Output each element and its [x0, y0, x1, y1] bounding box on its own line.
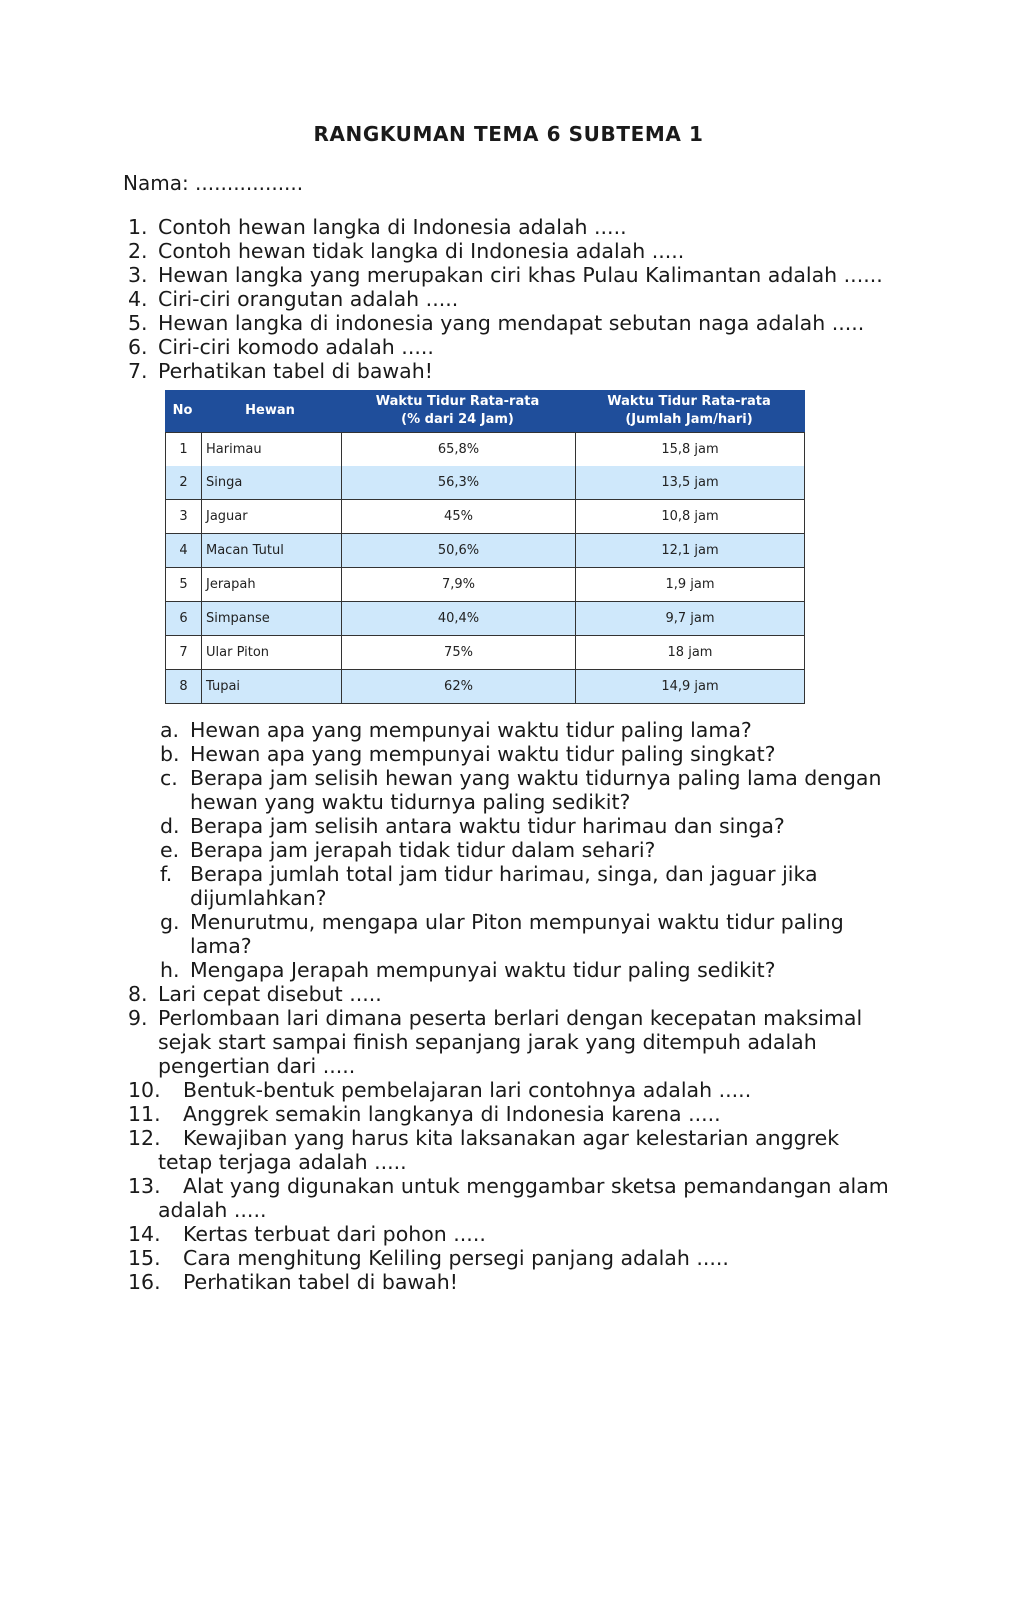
sub-question-text-cont: dijumlahkan? — [190, 886, 327, 910]
question-text: Anggrek semakin langkanya di Indonesia karena ..... — [183, 1102, 721, 1126]
cell-hewan: Ular Piton — [201, 636, 342, 669]
question-number: 15. — [128, 1246, 161, 1270]
table-row — [165, 466, 805, 500]
cell-jam: 14,9 jam — [661, 679, 719, 694]
header-jam-line1: Waktu Tidur Rata-rata — [607, 394, 771, 409]
question-text: Perlombaan lari dimana peserta berlari dengan kecepatan maksimal — [158, 1006, 863, 1030]
question-text-cont: pengertian dari ..... — [158, 1054, 356, 1078]
cell-hewan: Tupai — [201, 670, 342, 703]
cell-no: 2 — [166, 466, 202, 499]
sub-question-text: Berapa jam jerapah tidak tidur dalam sehari? — [190, 838, 656, 862]
question-text-cont: sejak start sampai finish sepanjang jarak yang ditempuh adalah — [158, 1030, 817, 1054]
cell-no: 3 — [166, 500, 202, 533]
question-number: 3. — [128, 263, 148, 287]
sleep-time-table — [165, 390, 805, 705]
question-number: 12. — [128, 1126, 161, 1150]
sub-question-text-cont: hewan yang waktu tidurnya paling sedikit? — [190, 790, 631, 814]
question-number: 5. — [128, 311, 148, 335]
question-number: 16. — [128, 1270, 161, 1294]
question-text: Kertas terbuat dari pohon ..... — [183, 1222, 486, 1246]
question-text: Kewajiban yang harus kita laksanakan agar kelestarian anggrek — [183, 1126, 840, 1150]
page-title: RANGKUMAN TEMA 6 SUBTEMA 1 — [313, 122, 704, 146]
cell-no: 4 — [166, 534, 202, 567]
header-jam-line2: (Jumlah Jam/hari) — [625, 412, 753, 427]
cell-no: 6 — [166, 602, 202, 635]
question-number: 1. — [128, 215, 148, 239]
cell-hewan: Simpanse — [201, 602, 342, 635]
cell-pct: 65,8% — [342, 433, 576, 466]
question-number: 9. — [128, 1006, 148, 1030]
table-row — [165, 602, 805, 636]
question-number: 6. — [128, 335, 148, 359]
cell-no: 7 — [166, 636, 202, 669]
question-text: Ciri-ciri orangutan adalah ..... — [158, 287, 459, 311]
cell-pct: 75% — [342, 636, 576, 669]
sub-question-text: Berapa jam selisih antara waktu tidur harimau dan singa? — [190, 814, 785, 838]
cell-hewan: Singa — [201, 466, 342, 499]
sub-question-text: Menurutmu, mengapa ular Piton mempunyai waktu tidur paling — [190, 910, 844, 934]
cell-jam: 13,5 jam — [661, 475, 719, 490]
cell-hewan: Jerapah — [201, 568, 342, 601]
sub-question-letter: e. — [160, 838, 180, 862]
question-text: Cara menghitung Keliling persegi panjang adalah ..... — [183, 1246, 729, 1270]
question-text: Contoh hewan tidak langka di Indonesia adalah ..... — [158, 239, 685, 263]
question-text: Alat yang digunakan untuk menggambar sketsa pemandangan alam — [183, 1174, 889, 1198]
header-jam — [575, 393, 803, 429]
question-number: 11. — [128, 1102, 161, 1126]
sub-question-text: Berapa jam selisih hewan yang waktu tidurnya paling lama dengan — [190, 766, 882, 790]
cell-pct: 45% — [342, 500, 576, 533]
question-number: 4. — [128, 287, 148, 311]
cell-no: 5 — [166, 568, 202, 601]
table-row — [165, 636, 805, 670]
question-text: Contoh hewan langka di Indonesia adalah ..... — [158, 215, 627, 239]
question-text-cont: tetap terjaga adalah ..... — [158, 1150, 407, 1174]
sub-question-letter: h. — [160, 958, 180, 982]
header-pct-line1: Waktu Tidur Rata-rata — [375, 394, 540, 409]
question-text: Hewan langka yang merupakan ciri khas Pulau Kalimantan adalah ...... — [158, 263, 883, 287]
cell-hewan: Harimau — [201, 433, 342, 466]
cell-no: 1 — [166, 433, 202, 466]
cell-pct: 62% — [342, 670, 576, 703]
question-number: 7. — [128, 359, 148, 383]
cell-pct: 56,3% — [342, 466, 576, 499]
question-text: Perhatikan tabel di bawah! — [158, 359, 433, 383]
sub-question-letter: b. — [160, 742, 180, 766]
question-text: Bentuk-bentuk pembelajaran lari contohnya adalah ..... — [183, 1078, 752, 1102]
sub-question-letter: f. — [160, 862, 173, 886]
sub-question-letter: g. — [160, 910, 180, 934]
cell-jam: 10,8 jam — [661, 509, 719, 524]
question-number: 10. — [128, 1078, 161, 1102]
table-row — [165, 670, 805, 704]
cell-jam: 18 jam — [667, 645, 713, 660]
cell-jam: 9,7 jam — [665, 611, 715, 626]
sub-question-text-cont: lama? — [190, 934, 252, 958]
sub-question-text: Berapa jumlah total jam tidur harimau, singa, dan jaguar jika — [190, 862, 818, 886]
sub-question-text: Mengapa Jerapah mempunyai waktu tidur paling sedikit? — [190, 958, 776, 982]
sub-question-letter: d. — [160, 814, 180, 838]
question-text: Ciri-ciri komodo adalah ..... — [158, 335, 434, 359]
question-text: Perhatikan tabel di bawah! — [183, 1270, 458, 1294]
table-row — [165, 534, 805, 568]
sub-question-text: Hewan apa yang mempunyai waktu tidur paling lama? — [190, 718, 752, 742]
cell-hewan: Jaguar — [201, 500, 342, 533]
question-number: 2. — [128, 239, 148, 263]
question-text: Lari cepat disebut ..... — [158, 982, 382, 1006]
cell-jam: 1,9 jam — [665, 577, 715, 592]
cell-pct: 7,9% — [342, 568, 576, 601]
question-text-cont: adalah ..... — [158, 1198, 267, 1222]
question-text: Hewan langka di indonesia yang mendapat sebutan naga adalah ..... — [158, 311, 865, 335]
table-row — [165, 432, 805, 467]
sub-question-letter: c. — [160, 766, 178, 790]
question-number: 8. — [128, 982, 148, 1006]
question-number: 14. — [128, 1222, 161, 1246]
cell-jam: 15,8 jam — [661, 442, 719, 457]
header-pct — [341, 393, 574, 429]
sub-question-letter: a. — [160, 718, 180, 742]
header-pct-line2: (% dari 24 Jam) — [401, 412, 514, 427]
table-row — [165, 500, 805, 534]
cell-hewan: Macan Tutul — [201, 534, 342, 567]
header-hewan: Hewan — [245, 403, 295, 418]
cell-pct: 50,6% — [342, 534, 576, 567]
sub-question-text: Hewan apa yang mempunyai waktu tidur paling singkat? — [190, 742, 776, 766]
question-number: 13. — [128, 1174, 161, 1198]
name-field-label: Nama: ................. — [123, 171, 304, 195]
table-header — [165, 390, 805, 432]
cell-pct: 40,4% — [342, 602, 576, 635]
cell-jam: 12,1 jam — [661, 543, 719, 558]
header-no: No — [172, 403, 193, 418]
table-row — [165, 568, 805, 602]
cell-no: 8 — [166, 670, 202, 703]
